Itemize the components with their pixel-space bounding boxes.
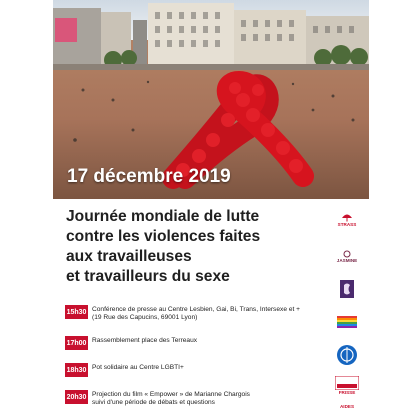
event-date: 17 décembre 2019 [67,166,231,187]
frisse-badge-icon [335,376,359,390]
cabiria-emblem-icon [340,280,354,298]
cabiria-logo [329,280,365,298]
headline-line-1: Journée mondiale de lutte [66,208,260,225]
schedule-line: Pot solidaire au Centre LGBTI+ [92,364,184,371]
headline-line-3: aux travailleuses [66,248,192,265]
schedule-description [92,364,326,372]
schedule-description [92,391,326,408]
schedule-line: Rassemblement place des Terreaux [92,337,198,344]
headline [66,207,326,287]
schedule-description [92,337,326,345]
rainbow-icon [337,316,357,328]
umbrella-icon [341,212,353,222]
poster [53,0,369,420]
headline-line-4: et travailleurs du sexe [66,268,230,285]
time-badge: 15h30 [65,305,88,319]
globe-icon [336,344,358,366]
schedule-description [92,306,326,323]
partner-logos [329,208,365,420]
rainbow-logo [329,316,365,328]
schedule-line: Projection du film « Empower » de Marianne Chargois [92,391,250,398]
strass-logo: STRASS [329,212,365,227]
time-badge: 17h00 [65,336,88,350]
headline-line-2: contre les violences faites [66,228,261,245]
time-badge: 18h30 [65,363,88,377]
medecins-du-monde-logo [329,344,365,366]
frisse-logo: FRISSE [329,376,365,395]
flower-icon [342,250,352,258]
aides-logo: AIDES [339,404,355,409]
schedule-line: Conférence de presse au Centre Lesbien, Gai, Bi, Trans, Intersexe et + [92,306,301,313]
time-badge: 20h30 [65,390,88,404]
photo-red-ribbon-umbrellas [53,0,369,199]
schedule-line: (19 Rue des Capucins, 69001 Lyon) [92,314,198,322]
jasmine-logo: JASMINE [329,250,365,263]
schedule-line: suivi d'une période de débats et questions [92,399,215,407]
